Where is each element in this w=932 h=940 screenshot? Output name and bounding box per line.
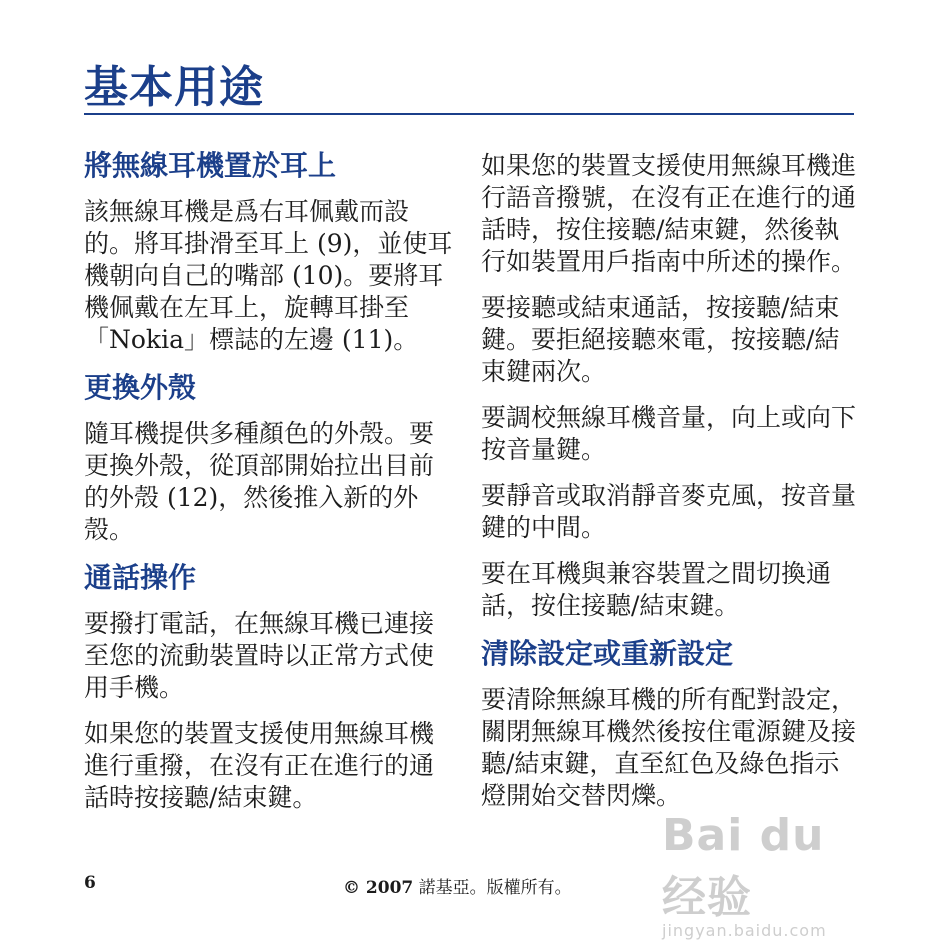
copyright-text: 諾基亞。版權所有。: [413, 878, 572, 898]
section-heading-cover: 更換外殼: [84, 371, 197, 404]
copyright: [343, 873, 572, 898]
paragraph-volume: 要調校無線耳機音量，向上或向下按音量鍵。: [481, 403, 857, 464]
paragraph-wear: 該無線耳機是爲右耳佩戴而設的。將耳掛滑至耳上 (9)，並使耳機朝向自己的嘴部 (10)。要將耳機佩戴在左耳上，旋轉耳掛至 「Nokia」標誌的左邊 (11)。: [84, 197, 453, 354]
section-heading-calls: 通話操作: [84, 561, 197, 594]
paragraph-voice-dial: 如果您的裝置支援使用無線耳機進行語音撥號，在沒有正在進行的通話時，按住接聽/結束鍵，然後執行如裝置用戶指南中所述的操作。: [481, 151, 857, 276]
baidu-watermark: [662, 810, 882, 940]
paragraph-calls-2: 如果您的裝置支援使用無線耳機進行重撥，在沒有正在進行的通話時按接聽/結束鍵。: [84, 719, 435, 812]
copyright-prefix: © 2007: [343, 878, 414, 898]
paragraph-switch: 要在耳機與兼容裝置之間切換通話，按住接聽/結束鍵。: [481, 559, 832, 620]
watermark-url: jingyan.baidu.com: [662, 921, 827, 940]
section-heading-reset: 清除設定或重新設定: [481, 637, 734, 670]
left-column: [84, 148, 456, 828]
page-number: 6: [84, 873, 96, 893]
paragraph-reset: 要清除無線耳機的所有配對設定，關閉無線耳機然後按住電源鍵及接聽/結束鍵，直至紅色及綠色指示燈開始交替閃爍。: [481, 685, 857, 810]
section-heading-wear: 將無線耳機置於耳上: [84, 149, 337, 182]
paragraph-calls-1: 要撥打電話，在無線耳機已連接至您的流動裝置時以正常方式使用手機。: [84, 609, 435, 702]
title-rule: [84, 113, 854, 115]
right-column: [481, 150, 856, 826]
paragraph-answer: 要接聽或結束通話，按接聽/結束鍵。要拒絕接聽來電，按接聽/結束鍵兩次。: [481, 293, 840, 386]
page-title: 基本用途: [84, 62, 264, 113]
watermark-logo: Bai du 经验: [662, 810, 825, 923]
paragraph-mute: 要靜音或取消靜音麥克風，按音量鍵的中間。: [481, 481, 857, 542]
paragraph-cover: 隨耳機提供多種顏色的外殼。要更換外殼，從頂部開始拉出目前的外殼 (12)，然後推入新的外殼。: [84, 419, 435, 544]
